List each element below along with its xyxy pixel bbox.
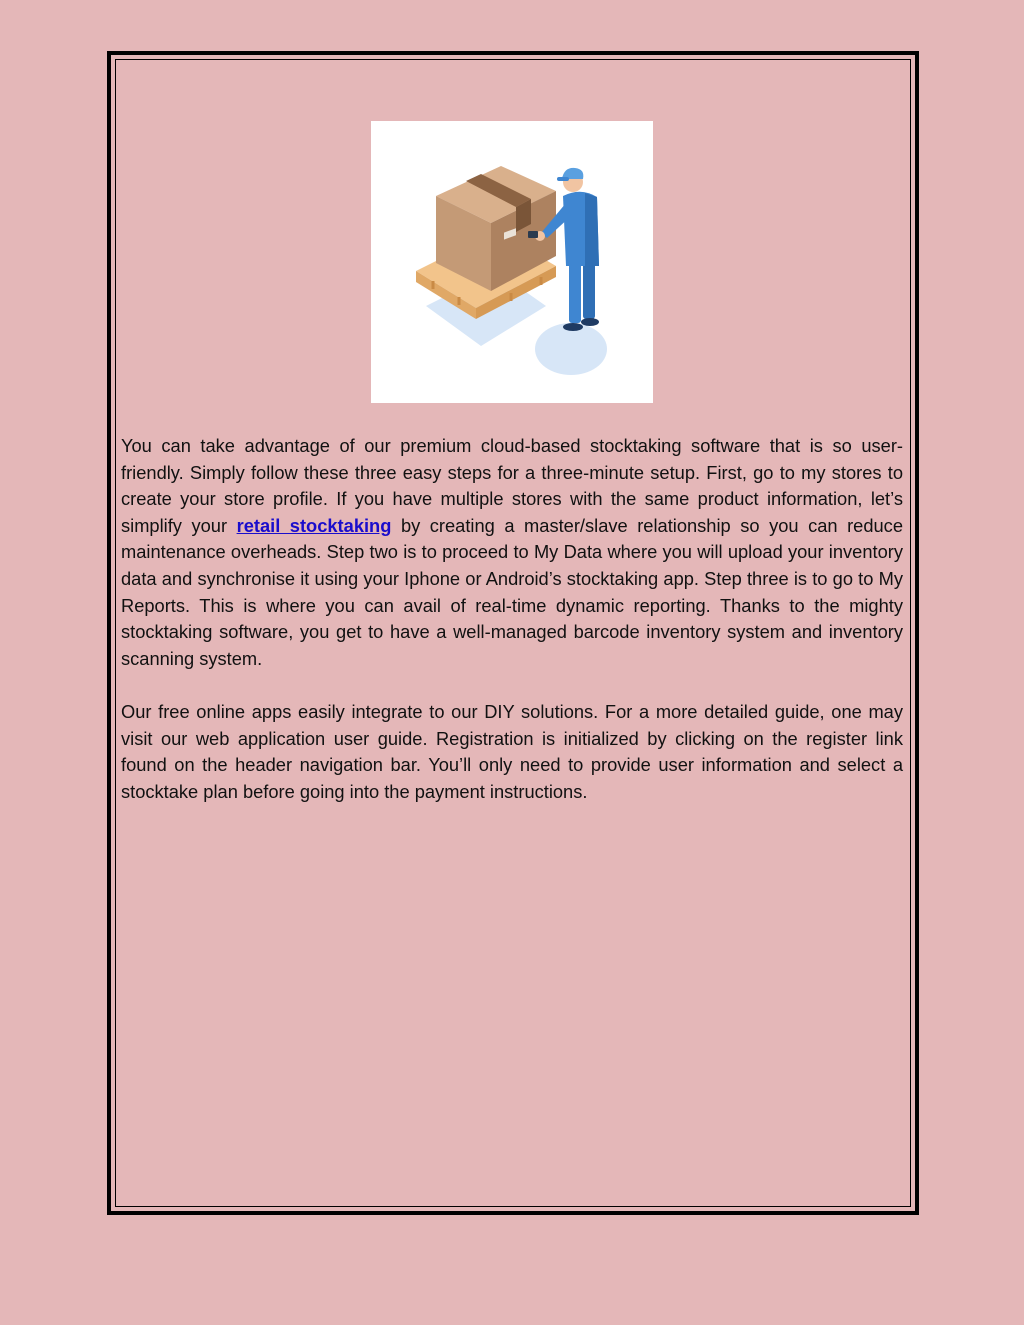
- box-scanning-icon: [371, 121, 653, 403]
- paragraph-registration: Our free online apps easily integrate to our DIY solutions. For a more detailed guide, one may visit our web application user guide. Registration is initialized by clicking on the register link found on the header navigation bar. You’ll only need to provide user information and select a stocktake plan before going into the payment instructions.: [121, 700, 903, 802]
- body-text: [121, 433, 903, 805]
- warehouse-worker-illustration: [371, 121, 653, 403]
- retail-stocktaking-link[interactable]: retail stocktaking: [236, 514, 392, 536]
- paragraph-intro-lead: You can take advantage of our premium cloud-based stocktaking software that is so user-friendly. Simply follow these three easy steps for a three-minute setup. First, go to my stores to create your store profile. If you have multiple stores with the same product information, let’s simplify your: [121, 435, 903, 536]
- paragraph-intro-rest: by creating a master/slave relationship so you can reduce maintenance overheads. Step two is to proceed to My Data where you will upload your inventory data and synchronise it using your Iphone or Android’s stocktaking app. Step three is to go to My Reports. This is where you can avail of real-time dynamic reporting. Thanks to the mighty stocktaking software, you get to have a well-managed barcode inventory system and inventory scanning system.: [121, 514, 903, 669]
- paragraph-intro: [121, 433, 903, 672]
